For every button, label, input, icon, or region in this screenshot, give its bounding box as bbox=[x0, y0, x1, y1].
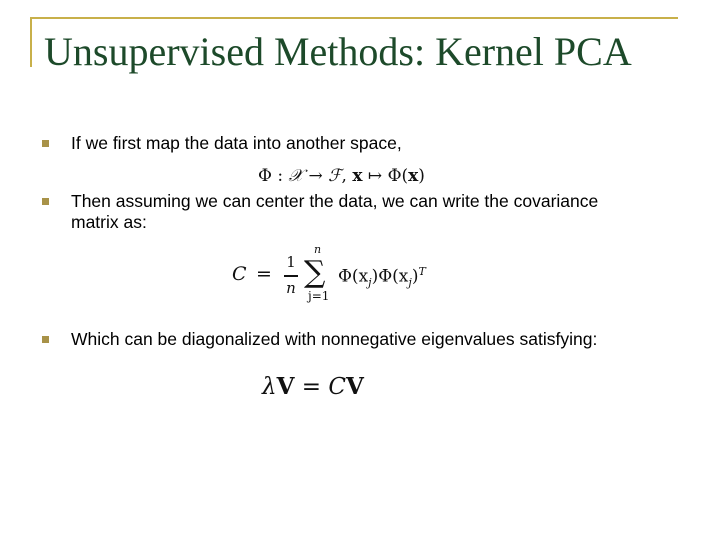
bullet-marker bbox=[42, 140, 49, 147]
eigenvalue-equation: λV = CV bbox=[262, 373, 364, 400]
bullet-text-2: Then assuming we can center the data, we can write the covariance matrix as: bbox=[71, 191, 599, 232]
slide-title: Unsupervised Methods: Kernel PCA bbox=[44, 29, 632, 74]
bullet-text-3: Which can be diagonalized with nonnegative eigenvalues satisfying: bbox=[71, 329, 598, 349]
bullet-marker bbox=[42, 336, 49, 343]
frame-top-border bbox=[30, 17, 678, 19]
fraction-bar bbox=[284, 275, 298, 277]
feature-map-equation: Φ : 𝒳 → ℱ, x ↦ Φ(x) bbox=[258, 166, 425, 186]
frame-left-border bbox=[30, 17, 32, 67]
covariance-equation: C = 1 n n ∑ j=1 $\Phi(x_j)\Phi(x_j)^T$ bbox=[232, 243, 426, 303]
bullet-text-1: If we first map the data into another space, bbox=[71, 133, 402, 153]
covariance-summand: $\Phi(x_j)\Phi(x_j)^T$ bbox=[338, 265, 426, 290]
bullet-marker bbox=[42, 198, 49, 205]
